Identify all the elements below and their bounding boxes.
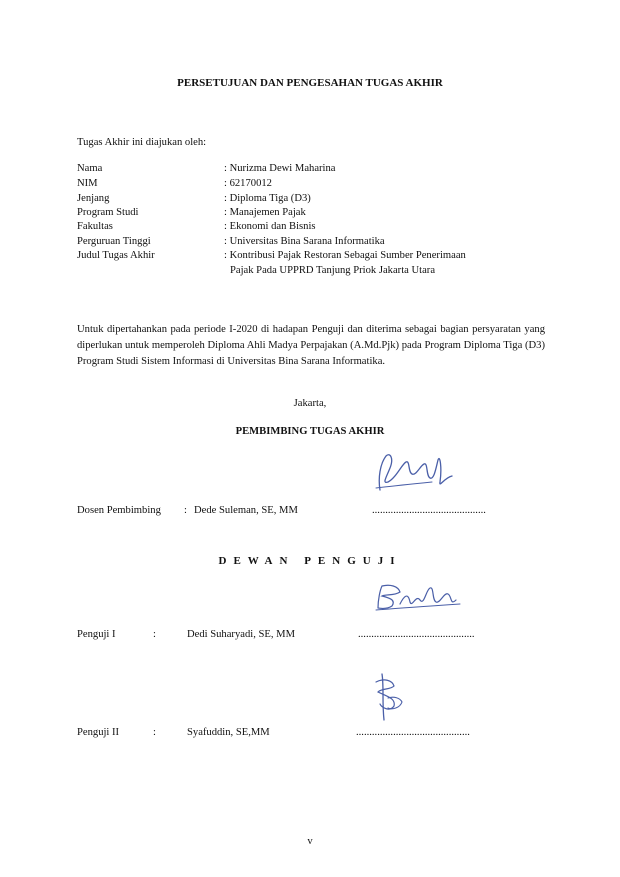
- body-paragraph: Untuk dipertahankan pada periode I-2020 di hadapan Penguji dan diterima sebagai bagian persyaratan yang diperlukan untuk memperoleh Diploma Ahli Madya Perpajakan (A.Md.Pjk) pada Program Diploma Tiga (D3) Program Studi Sistem Informasi di Universitas Bina Sarana Informatika.: [77, 324, 545, 367]
- field-row-jenjang: [77, 193, 557, 207]
- supervisor-dots: ...........................................: [372, 505, 486, 516]
- field-label: Program Studi: [77, 207, 139, 218]
- examiner-label: Penguji II: [77, 727, 120, 738]
- page-title: PERSETUJUAN DAN PENGESAHAN TUGAS AKHIR: [177, 77, 443, 89]
- field-value: : Kontribusi Pajak Restoran Sebagai Sumber Penerimaan: [224, 250, 466, 261]
- page-number: v: [307, 836, 313, 847]
- examiner-2-signature: [370, 668, 410, 726]
- examiner-dots: ............................................: [358, 629, 475, 640]
- supervisor-heading: PEMBIMBING TUGAS AKHIR: [235, 426, 385, 437]
- examiner-name: Syafuddin, SE,MM: [187, 727, 270, 738]
- field-row-judul: [77, 250, 557, 264]
- field-value: : Manajemen Pajak: [224, 207, 306, 218]
- examiners-heading: DEWAN PENGUJI: [218, 555, 402, 567]
- field-row-perguruan-tinggi: [77, 236, 557, 250]
- examiner-colon: :: [153, 727, 156, 738]
- field-row-fakultas: [77, 221, 557, 235]
- supervisor-signature: [372, 448, 462, 498]
- field-row-nim: [77, 178, 557, 192]
- field-label: Perguruan Tinggi: [77, 236, 151, 247]
- field-value: : 62170012: [224, 178, 272, 189]
- field-value: : Universitas Bina Sarana Informatika: [224, 236, 385, 247]
- examiner-label: Penguji I: [77, 629, 116, 640]
- field-row-program-studi: [77, 207, 557, 221]
- field-label: Fakultas: [77, 221, 113, 232]
- field-value: : Ekonomi dan Bisnis: [224, 221, 316, 232]
- field-label: Jenjang: [77, 193, 110, 204]
- city-date: Jakarta,: [293, 398, 327, 409]
- examiner-1-signature: [370, 578, 465, 618]
- supervisor-colon: :: [184, 505, 187, 516]
- field-row-name: [77, 163, 557, 177]
- field-label: Nama: [77, 163, 103, 174]
- supervisor-name: Dede Suleman, SE, MM: [194, 505, 298, 516]
- field-row-judul-continuation: [77, 265, 557, 279]
- field-value-continuation: Pajak Pada UPPRD Tanjung Priok Jakarta Utara: [230, 265, 436, 276]
- examiner-colon: :: [153, 629, 156, 640]
- field-label: Judul Tugas Akhir: [77, 250, 155, 261]
- field-value: : Nurizma Dewi Maharina: [224, 163, 336, 174]
- supervisor-label: Dosen Pembimbing: [77, 505, 161, 516]
- examiner-dots: ...........................................: [356, 727, 470, 738]
- intro-text: Tugas Akhir ini diajukan oleh:: [77, 137, 207, 148]
- field-value: : Diploma Tiga (D3): [224, 193, 311, 204]
- examiner-name: Dedi Suharyadi, SE, MM: [187, 629, 295, 640]
- field-label: NIM: [77, 178, 98, 189]
